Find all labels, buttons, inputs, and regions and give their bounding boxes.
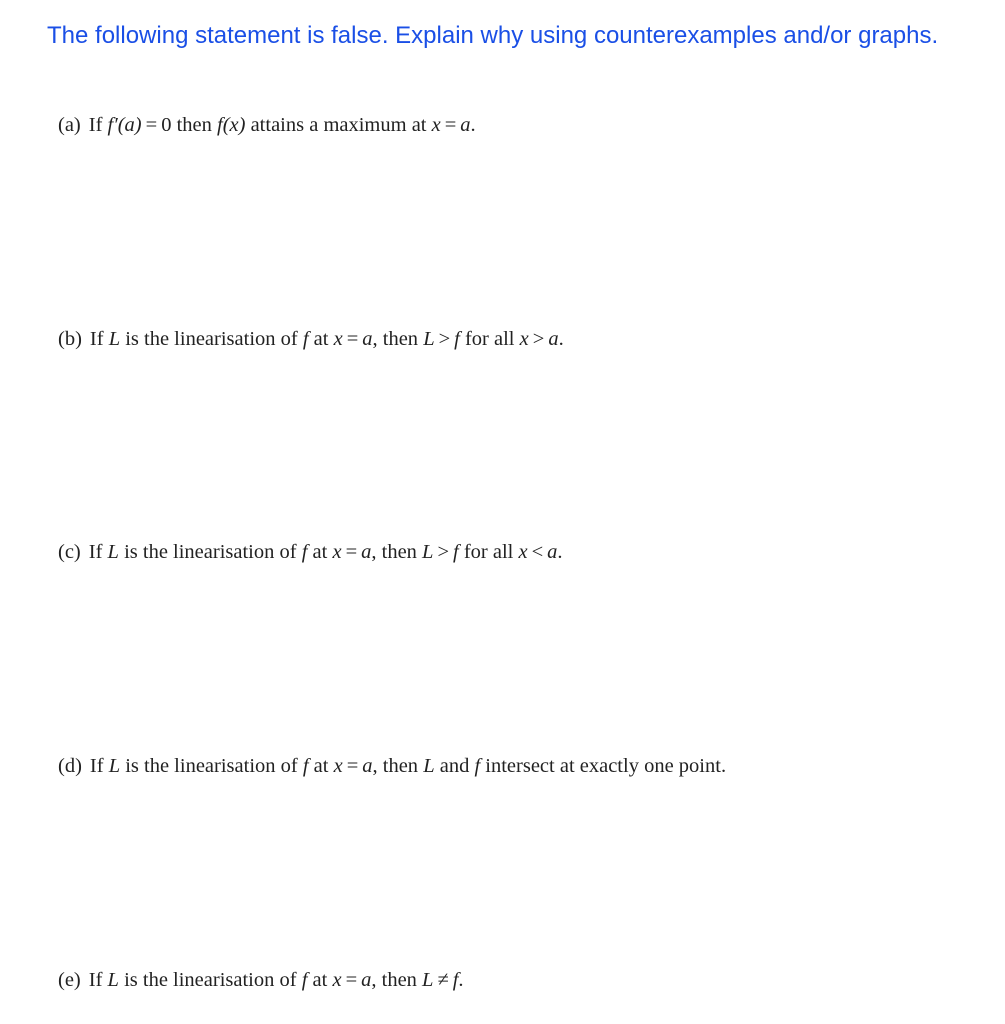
math-symbol: f <box>474 755 481 777</box>
statement-text: . <box>470 114 476 136</box>
math-operator: > <box>438 328 451 350</box>
math-symbol: f(x) <box>217 114 246 136</box>
math-symbol: f <box>301 969 308 991</box>
statement-text: If <box>89 328 104 350</box>
statement-text: , then <box>371 969 417 991</box>
math-symbol: a <box>361 541 372 563</box>
math-symbol: a <box>362 328 373 350</box>
statement-text: , then <box>371 541 417 563</box>
math-symbol: f <box>302 755 309 777</box>
statement-text: , then <box>372 328 419 350</box>
statement-label: (a) <box>58 114 81 136</box>
statement-text: is the linearisation of <box>125 755 298 777</box>
math-symbol: a <box>460 114 471 136</box>
math-operator: = <box>346 328 359 350</box>
math-symbol: a <box>548 328 559 350</box>
math-symbol: f <box>302 328 309 350</box>
math-operator: ≠ <box>437 969 449 991</box>
statement-text: at <box>313 328 329 350</box>
statement-d <box>58 755 726 778</box>
statement-text: If <box>88 541 103 563</box>
math-symbol: x <box>333 755 343 777</box>
math-symbol: L <box>422 541 434 563</box>
statement-text: at <box>312 969 328 991</box>
math-symbol: a <box>362 755 373 777</box>
statement-text: intersect at exactly one point. <box>485 755 727 777</box>
statement-text: for all <box>464 328 515 350</box>
math-symbol: L <box>108 755 121 777</box>
math-symbol: a <box>547 541 558 563</box>
math-operator: < <box>531 541 544 563</box>
math-symbol: L <box>423 328 435 350</box>
math-symbol: f′(a) <box>107 114 142 136</box>
math-symbol: x <box>518 541 528 563</box>
statement-label: (d) <box>58 755 82 777</box>
statement-c <box>58 541 563 564</box>
math-symbol: x <box>519 328 529 350</box>
instruction-heading: The following statement is false. Explain why using counterexamples and/or graphs. <box>47 22 939 49</box>
statement-e <box>58 969 464 992</box>
math-operator: = <box>145 114 158 136</box>
math-symbol: x <box>431 114 441 136</box>
statement-label: (b) <box>58 328 82 350</box>
statement-b <box>58 328 564 351</box>
statement-text: attains a maximum at <box>250 114 427 136</box>
math-symbol: x <box>332 541 342 563</box>
math-symbol: a <box>361 969 372 991</box>
math-symbol: x <box>333 328 343 350</box>
statement-label: (c) <box>58 541 81 563</box>
statement-text: If <box>89 755 104 777</box>
math-symbol: f <box>453 541 459 563</box>
math-operator: > <box>532 328 545 350</box>
math-symbol: L <box>422 969 434 991</box>
statement-text: at <box>312 541 328 563</box>
statement-text: If <box>88 114 103 136</box>
math-symbol: 0 <box>161 114 172 136</box>
math-symbol: L <box>423 755 435 777</box>
math-symbol: L <box>107 969 119 991</box>
math-operator: > <box>437 541 450 563</box>
statement-text: and <box>439 755 470 777</box>
statement-text: . <box>458 969 464 991</box>
statement-text: is the linearisation of <box>124 969 297 991</box>
math-operator: = <box>444 114 457 136</box>
statement-text: is the linearisation of <box>124 541 297 563</box>
math-operator: = <box>345 969 358 991</box>
math-symbol: L <box>108 328 121 350</box>
statement-text: for all <box>463 541 514 563</box>
statement-label: (e) <box>58 969 81 991</box>
statement-text: If <box>88 969 103 991</box>
statement-a <box>58 114 476 137</box>
statement-text: at <box>313 755 329 777</box>
statement-text: then <box>176 114 212 136</box>
math-operator: = <box>345 541 358 563</box>
statement-text: . <box>557 541 563 563</box>
statement-text: is the linearisation of <box>125 328 298 350</box>
math-operator: = <box>346 755 359 777</box>
statement-text: , then <box>372 755 419 777</box>
math-symbol: f <box>454 328 460 350</box>
math-symbol: L <box>107 541 119 563</box>
statement-text: . <box>558 328 564 350</box>
math-symbol: f <box>452 969 459 991</box>
math-symbol: x <box>332 969 342 991</box>
math-symbol: f <box>301 541 308 563</box>
